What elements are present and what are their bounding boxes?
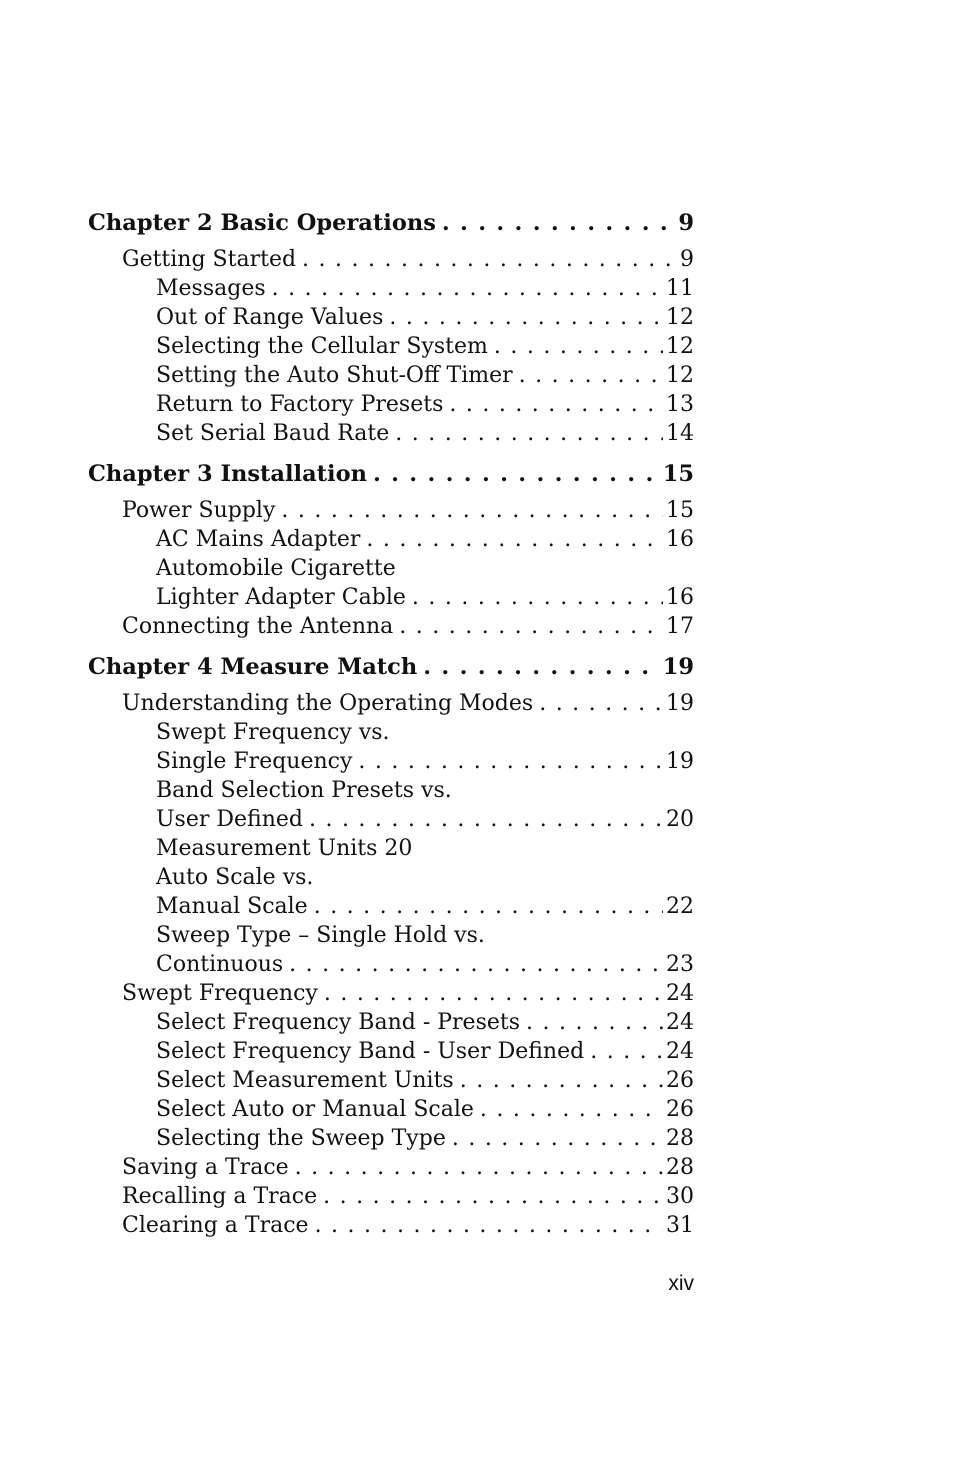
- toc-entry-page-number: 23: [666, 952, 694, 977]
- toc-entry[interactable]: [88, 718, 694, 747]
- toc-entry[interactable]: [88, 525, 694, 554]
- toc-entry-label: Continuous: [156, 952, 284, 977]
- dot-leader: [399, 612, 663, 641]
- dot-leader: [519, 361, 663, 390]
- dot-leader: [281, 496, 663, 525]
- toc-entry-label: Recalling a Trace: [122, 1184, 318, 1209]
- toc-entry-page-number: 19: [662, 654, 694, 680]
- toc-entry-label: Select Frequency Band - Presets: [156, 1010, 521, 1035]
- table-of-contents: [88, 206, 694, 1240]
- toc-chapter-entry[interactable]: [88, 206, 694, 240]
- toc-entry[interactable]: [88, 834, 694, 863]
- toc-entry-page-number: 24: [666, 981, 694, 1006]
- toc-entry-label: Chapter 3 Installation: [88, 461, 367, 487]
- toc-entry-page-number: 20: [666, 807, 694, 832]
- toc-entry-label: Saving a Trace: [122, 1155, 289, 1180]
- dot-leader: [366, 525, 663, 554]
- toc-entry-page-number: 16: [666, 527, 694, 552]
- toc-entry-page-number: 30: [666, 1184, 694, 1209]
- toc-entry-page-number: 26: [666, 1068, 694, 1093]
- toc-entry[interactable]: [88, 1066, 694, 1095]
- toc-entry-label: Power Supply: [122, 498, 276, 523]
- dot-leader: [315, 1211, 663, 1240]
- toc-entry[interactable]: [88, 303, 694, 332]
- toc-entry[interactable]: [88, 892, 694, 921]
- toc-entry-label: Lighter Adapter Cable: [156, 585, 406, 610]
- toc-entry-page-number: 13: [666, 392, 694, 417]
- toc-entry-label: Sweep Type – Single Hold vs.: [156, 923, 485, 948]
- dot-leader: [289, 950, 663, 979]
- dot-leader: [480, 1095, 663, 1124]
- toc-entry-label: Setting the Auto Shut-Off Timer: [156, 363, 513, 388]
- toc-entry-label: Chapter 4 Measure Match: [88, 654, 418, 680]
- toc-entry-page-number: 12: [666, 305, 694, 330]
- dot-leader: [358, 747, 663, 776]
- dot-leader: [526, 1008, 663, 1037]
- dot-leader: [272, 274, 663, 303]
- toc-entry[interactable]: [88, 1124, 694, 1153]
- toc-entry-label: Out of Range Values: [156, 305, 384, 330]
- toc-entry-label: Understanding the Operating Modes: [122, 691, 534, 716]
- toc-entry-label: User Defined: [156, 807, 303, 832]
- toc-entry[interactable]: [88, 1182, 694, 1211]
- toc-entry[interactable]: [88, 554, 694, 583]
- toc-entry[interactable]: [88, 419, 694, 448]
- dot-leader: [412, 583, 663, 612]
- toc-entry[interactable]: [88, 1153, 694, 1182]
- dot-leader: [373, 457, 660, 491]
- toc-entry[interactable]: [88, 1211, 694, 1240]
- toc-entry-label: Measurement Units 20: [156, 836, 413, 861]
- toc-entry[interactable]: [88, 689, 694, 718]
- page-number: xiv: [668, 1272, 694, 1295]
- dot-leader: [460, 1066, 663, 1095]
- toc-entry-page-number: 9: [680, 247, 694, 272]
- toc-entry-label: Select Measurement Units: [156, 1068, 454, 1093]
- toc-entry[interactable]: [88, 361, 694, 390]
- toc-entry-label: Set Serial Baud Rate: [156, 421, 390, 446]
- dot-leader: [302, 245, 677, 274]
- toc-entry-label: Band Selection Presets vs.: [156, 778, 452, 803]
- toc-entry-label: Auto Scale vs.: [156, 865, 314, 890]
- toc-entry[interactable]: [88, 805, 694, 834]
- dot-leader: [452, 1124, 663, 1153]
- toc-entry-label: Selecting the Sweep Type: [156, 1126, 446, 1151]
- toc-entry-label: Select Auto or Manual Scale: [156, 1097, 474, 1122]
- dot-leader: [539, 689, 663, 718]
- toc-entry[interactable]: [88, 390, 694, 419]
- dot-leader: [590, 1037, 663, 1066]
- toc-entry-page-number: 17: [666, 614, 694, 639]
- toc-entry[interactable]: [88, 274, 694, 303]
- toc-entry-page-number: 22: [666, 894, 694, 919]
- toc-entry[interactable]: [88, 979, 694, 1008]
- toc-entry[interactable]: [88, 496, 694, 525]
- toc-entry-label: Manual Scale: [156, 894, 308, 919]
- toc-entry-label: Swept Frequency: [122, 981, 318, 1006]
- toc-entry[interactable]: [88, 921, 694, 950]
- toc-entry[interactable]: [88, 612, 694, 641]
- toc-entry-page-number: 15: [662, 461, 694, 487]
- toc-entry[interactable]: [88, 776, 694, 805]
- dot-leader: [323, 1182, 663, 1211]
- toc-chapter-entry[interactable]: [88, 650, 694, 684]
- toc-entry-page-number: 11: [666, 276, 694, 301]
- toc-entry-page-number: 14: [666, 421, 694, 446]
- toc-entry-page-number: 19: [666, 691, 694, 716]
- toc-entry-label: Clearing a Trace: [122, 1213, 309, 1238]
- toc-entry[interactable]: [88, 950, 694, 979]
- toc-entry[interactable]: [88, 1095, 694, 1124]
- toc-entry[interactable]: [88, 245, 694, 274]
- toc-entry-page-number: 24: [666, 1039, 694, 1064]
- dot-leader: [395, 419, 663, 448]
- toc-entry-label: Single Frequency: [156, 749, 353, 774]
- toc-entry[interactable]: [88, 332, 694, 361]
- toc-entry-page-number: 28: [666, 1126, 694, 1151]
- dot-leader: [449, 390, 663, 419]
- toc-chapter-entry[interactable]: [88, 457, 694, 491]
- dot-leader: [389, 303, 663, 332]
- toc-entry-label: Swept Frequency vs.: [156, 720, 390, 745]
- dot-leader: [324, 979, 663, 1008]
- toc-entry[interactable]: [88, 583, 694, 612]
- dot-leader: [442, 206, 675, 240]
- toc-entry[interactable]: [88, 1008, 694, 1037]
- toc-entry-page-number: 15: [666, 498, 694, 523]
- toc-entry-page-number: 12: [666, 363, 694, 388]
- toc-entry-label: Getting Started: [122, 247, 297, 272]
- dot-leader: [295, 1153, 663, 1182]
- toc-entry-page-number: 28: [666, 1155, 694, 1180]
- dot-leader: [309, 805, 663, 834]
- dot-leader: [423, 650, 659, 684]
- toc-entry[interactable]: [88, 1037, 694, 1066]
- toc-entry-label: AC Mains Adapter: [156, 527, 361, 552]
- toc-entry-label: Connecting the Antenna: [122, 614, 394, 639]
- toc-entry-page-number: 9: [678, 210, 694, 236]
- toc-entry-page-number: 26: [666, 1097, 694, 1122]
- toc-entry-page-number: 12: [666, 334, 694, 359]
- toc-entry-page-number: 31: [666, 1213, 694, 1238]
- toc-entry-page-number: 16: [666, 585, 694, 610]
- toc-entry-label: Return to Factory Presets: [156, 392, 444, 417]
- toc-entry-label: Automobile Cigarette: [156, 556, 396, 581]
- dot-leader: [494, 332, 663, 361]
- toc-entry-label: Messages: [156, 276, 266, 301]
- toc-entry-page-number: 24: [666, 1010, 694, 1035]
- toc-entry-page-number: 19: [666, 749, 694, 774]
- toc-entry[interactable]: [88, 747, 694, 776]
- toc-entry-label: Select Frequency Band - User Defined: [156, 1039, 585, 1064]
- toc-entry-label: Selecting the Cellular System: [156, 334, 488, 359]
- dot-leader: [314, 892, 663, 921]
- toc-entry[interactable]: [88, 863, 694, 892]
- toc-entry-label: Chapter 2 Basic Operations: [88, 210, 436, 236]
